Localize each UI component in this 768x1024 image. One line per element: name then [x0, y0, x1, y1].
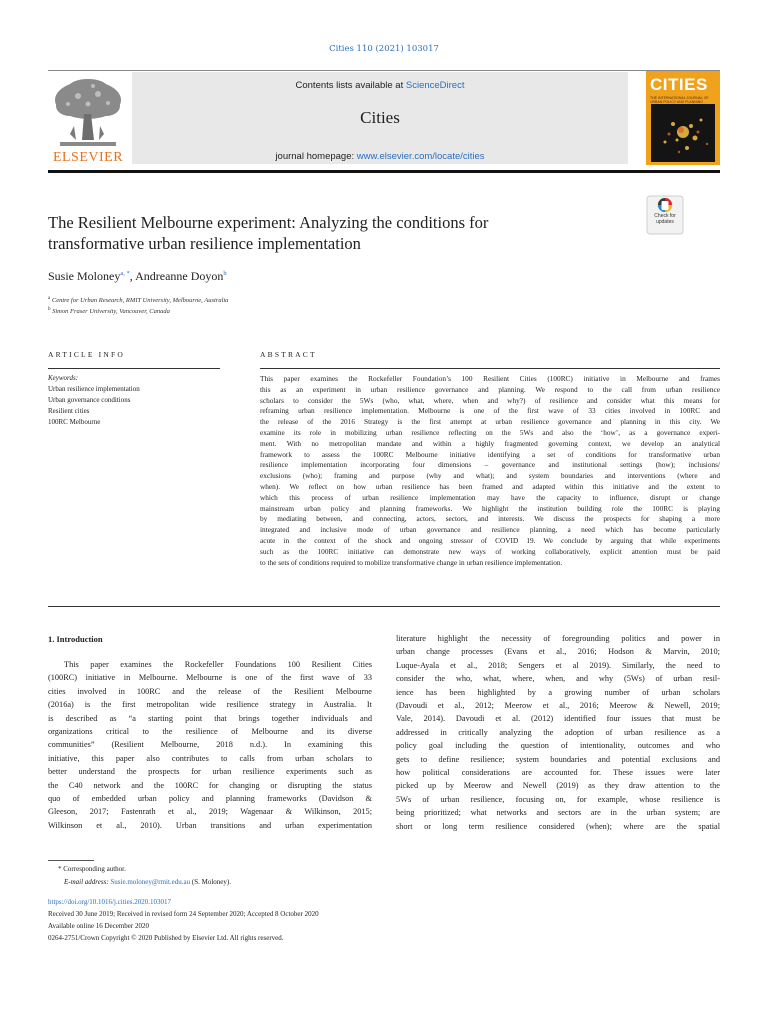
- article-info-rule: [48, 368, 220, 369]
- sciencedirect-link[interactable]: ScienceDirect: [405, 80, 465, 91]
- abstract-line: such as the 100RC initiative can demonstrate new ways of working collaboratively, explicit attention must be paid: [260, 546, 720, 556]
- doi-link[interactable]: https://doi.org/10.1016/j.cities.2020.103017: [48, 898, 171, 906]
- intro-right-line: being prioritized; what networks and sectors are in the urban system; are: [396, 808, 720, 818]
- affiliation-a-mark: a: [48, 296, 51, 301]
- intro-left-line: initiative, this paper also contributes to calls from urban scholars to: [48, 753, 372, 763]
- corresponding-text: Corresponding author.: [63, 865, 126, 873]
- intro-right-line: policy goal including the question of intentionality, outcomes and who: [396, 741, 720, 751]
- title-line-2: transformative urban resilience implementation: [48, 234, 361, 253]
- header-bottom-rule: [48, 170, 720, 173]
- article-title: [48, 212, 608, 254]
- abstract-line: this as an experiment in urban resilience governance and planning. We respond to the call from urban resilience: [260, 384, 720, 394]
- keyword-item: Resilient cities: [48, 407, 90, 415]
- abstract-line: scholars to consider the 5Ws (who, what, where, when and why?) of resilience and consider what this means for: [260, 395, 720, 405]
- elsevier-wordmark: ELSEVIER: [52, 150, 124, 165]
- homepage-prefix: journal homepage:: [275, 151, 357, 162]
- intro-left-line: Wilkinson et al., 2010). Urban transitions and urban experimentation: [48, 820, 372, 830]
- intro-right-line: (Davoudi et al., 2012; Meerow et al., 2016; Meerow & Newell, 2019;: [396, 701, 720, 711]
- intro-left-line: better understand the prospects for urban resilience experiments such as: [48, 767, 372, 777]
- check-for-updates-label[interactable]: Check for updates: [654, 213, 676, 225]
- contents-prefix: Contents lists available at: [295, 80, 406, 91]
- author-doyon-affil-mark[interactable]: b: [223, 270, 227, 277]
- email-note: [64, 878, 231, 886]
- abstract-line: mainstream urban policy and planning frameworks. We highlight the institution building role the 100RC is playing: [260, 503, 720, 513]
- keyword-item: Urban resilience implementation: [48, 385, 140, 393]
- keywords-block: [48, 373, 140, 428]
- title-line-1: The Resilient Melbourne experiment: Analyzing the conditions for: [48, 213, 489, 232]
- email-label: E-mail address:: [64, 878, 111, 886]
- intro-left-line: is described as “a starting point that brings together individuals and: [48, 713, 372, 723]
- elsevier-tree-logo: [48, 76, 128, 150]
- intro-left-line: (100RC) initiative in Melbourne. Melbourne is one of the first wave of 33: [48, 673, 372, 683]
- homepage-link[interactable]: www.elsevier.com/locate/cities: [356, 151, 485, 162]
- abstract-heading: ABSTRACT: [260, 350, 317, 359]
- intro-left-line: communities” (Resilient Melbourne, 2018 n.d.). In examining this: [48, 740, 372, 750]
- email-suffix: (S. Moloney).: [190, 878, 231, 886]
- author-separator: ,: [129, 269, 136, 283]
- affiliation-a: [48, 296, 228, 304]
- abstract-line: resilience implementation incorporating four dimensions – governance and institutional settings (how); inclusions/: [260, 460, 720, 470]
- asterisk-mark: *: [58, 865, 64, 873]
- cover-subtitle: THE INTERNATIONAL JOURNAL OF URBAN POLICY AND PLANNING: [650, 96, 709, 104]
- intro-right-line: short or long term resilience considered (when); where are the spatial: [396, 821, 720, 831]
- affiliation-b: [48, 307, 170, 315]
- introduction-heading: 1. Introduction: [48, 634, 103, 644]
- abstract-line: to the sets of conditions required to mobilize transformative change in urban resilience implementation.: [260, 557, 563, 567]
- corresponding-author-note: [58, 865, 126, 873]
- citation-link[interactable]: Cities 110 (2021) 103017: [329, 44, 439, 54]
- intro-right-line: consider the who, what, where, when, and why (5Ws) of urban resil-: [396, 674, 720, 684]
- keyword-item: 100RC Melbourne: [48, 418, 101, 426]
- intro-left-column: [48, 658, 372, 832]
- abstract-line: reframing urban resilience implementation. Melbourne is one of the first wave of 33 cities involved in 100RC and: [260, 406, 720, 416]
- affiliation-b-text: Simon Fraser University, Vancouver, Canada: [52, 308, 170, 316]
- author-doyon[interactable]: Andreanne Doyon: [135, 269, 224, 283]
- abstract-line: by mediating between, and connecting, actors, sectors, and interests. We discuss the prospects for shaping a more: [260, 514, 720, 524]
- intro-right-line: literature highlight the necessity of foregrounding politics and power in: [396, 634, 720, 643]
- intro-right-line: Vale, 2014). Davoudi et al. (2012) identified four issues that must be: [396, 714, 720, 724]
- affiliation-a-text: Centre for Urban Research, RMIT University, Melbourne, Australia: [51, 297, 229, 305]
- intro-right-line: 5Ws of urban resilience, focusing on, for example, whose resilience is: [396, 794, 720, 804]
- intro-left-line: organizations critical to the resilience of Melbourne and its diverse: [48, 727, 372, 737]
- author-moloney[interactable]: Susie Moloney: [48, 269, 121, 283]
- intro-right-column: [396, 632, 720, 833]
- abstract-rule: [260, 368, 720, 369]
- intro-right-line: picked up by Meerow and Newell (2019) as they draw attention to the: [396, 781, 720, 791]
- abstract-line: ment. With no metropolitan mandate and within a highly fragmented governing context, we develop an analytical: [260, 438, 720, 448]
- intro-right-line: ience has been highlighted by a growing number of urban scholars: [396, 687, 720, 697]
- intro-left-line: cities involved in 100RC and the release of the Resilient Melbourne: [48, 686, 372, 696]
- authors-line: [48, 269, 227, 284]
- keyword-item: Urban governance conditions: [48, 396, 131, 404]
- header-top-rule: [48, 70, 720, 71]
- footnote-rule: [48, 860, 94, 861]
- intro-right-line: addressed in critically analyzing the adoption of urban resilience as a: [396, 727, 720, 737]
- intro-left-line: (2016a) is the first metropolitan wide resilience strategy in Australia. It: [48, 700, 372, 710]
- contents-lists-line: [132, 80, 628, 91]
- intro-right-line: urban change processes (Evans et al., 2016; Hodson & Marvin, 2010;: [396, 647, 720, 657]
- keywords-label: Keywords:: [48, 374, 79, 382]
- abstract-body: [260, 374, 720, 568]
- intro-left-line: the C40 network and the 100RC for changing or disrupting the status: [48, 780, 372, 790]
- intro-right-line: Luque-Ayala et al., 2018; Sengers et al 2019). Similarly, the need to: [396, 660, 720, 670]
- abstract-line: acute in the context of the shock and ongoing stressor of COVID 19. We conclude by arguing that while experiments: [260, 535, 720, 545]
- abstract-line: which this process of urban resilience implementation may have the capacity to influence, disrupt or change: [260, 492, 720, 502]
- email-link[interactable]: Susie.moloney@rmit.edu.au: [110, 878, 191, 886]
- author-moloney-affil-marks[interactable]: a, *: [120, 270, 130, 277]
- intro-right-line: gets to define resilience; system boundaries and potential exclusions and: [396, 754, 720, 764]
- affiliation-b-mark: b: [48, 307, 51, 312]
- intro-left-line: This paper examines the Rockefeller Foundations 100 Resilient Cities: [64, 660, 372, 669]
- cover-title: CITIES: [650, 75, 708, 94]
- abstract-line: when). We reflect on how urban resilience has been framed and adapted within this initiative and the extent to: [260, 481, 720, 491]
- abstract-line: examine its role in mobilizing urban resilience reflecting on the 5Ws and also the ‘how’, as a governance experi-: [260, 427, 720, 437]
- intro-left-line: Gleeson, 2017; Fastenrath et al., 2019; Wagenaar & Wilkinson, 2015;: [48, 807, 372, 817]
- intro-left-line: quo of embedded urban policy and planning frameworks (Davidson &: [48, 794, 372, 804]
- journal-name: Cities: [360, 108, 400, 127]
- available-online: Available online 16 December 2020: [48, 922, 149, 930]
- article-info-heading: ARTICLE INFO: [48, 350, 125, 359]
- intro-right-line: how political considerations are accounted for. These issues were later: [396, 768, 720, 778]
- abstract-line: integrated and inclusive mode of urban governance and resilience planning, a need which has become particularly: [260, 525, 720, 535]
- abstract-line: framework to assess the 100RC Melbourne initiative identifying a set of conditions for transformative urban: [260, 449, 720, 459]
- received-dates: Received 30 June 2019; Received in revised form 24 September 2020; Accepted 8 October 2020: [48, 910, 319, 918]
- abstract-line: exclusions (who); framing and purpose (why and what); and system boundaries and interventions (where and: [260, 471, 720, 481]
- copyright-line: 0264-2751/Crown Copyright © 2020 Published by Elsevier Ltd. All rights reserved.: [48, 934, 284, 942]
- journal-homepage-line: [132, 151, 628, 162]
- abstract-bottom-rule: [48, 606, 720, 607]
- cover-city-image: [651, 104, 715, 162]
- abstract-line: This paper examines the Rockefeller Foundation’s 100 Resilient Cities (100RC) initiative in Melbourne and frames: [260, 374, 720, 383]
- abstract-line: the release of the 2016 Strategy is the first attempt at urban resilience governance and planning in this city. We: [260, 417, 720, 427]
